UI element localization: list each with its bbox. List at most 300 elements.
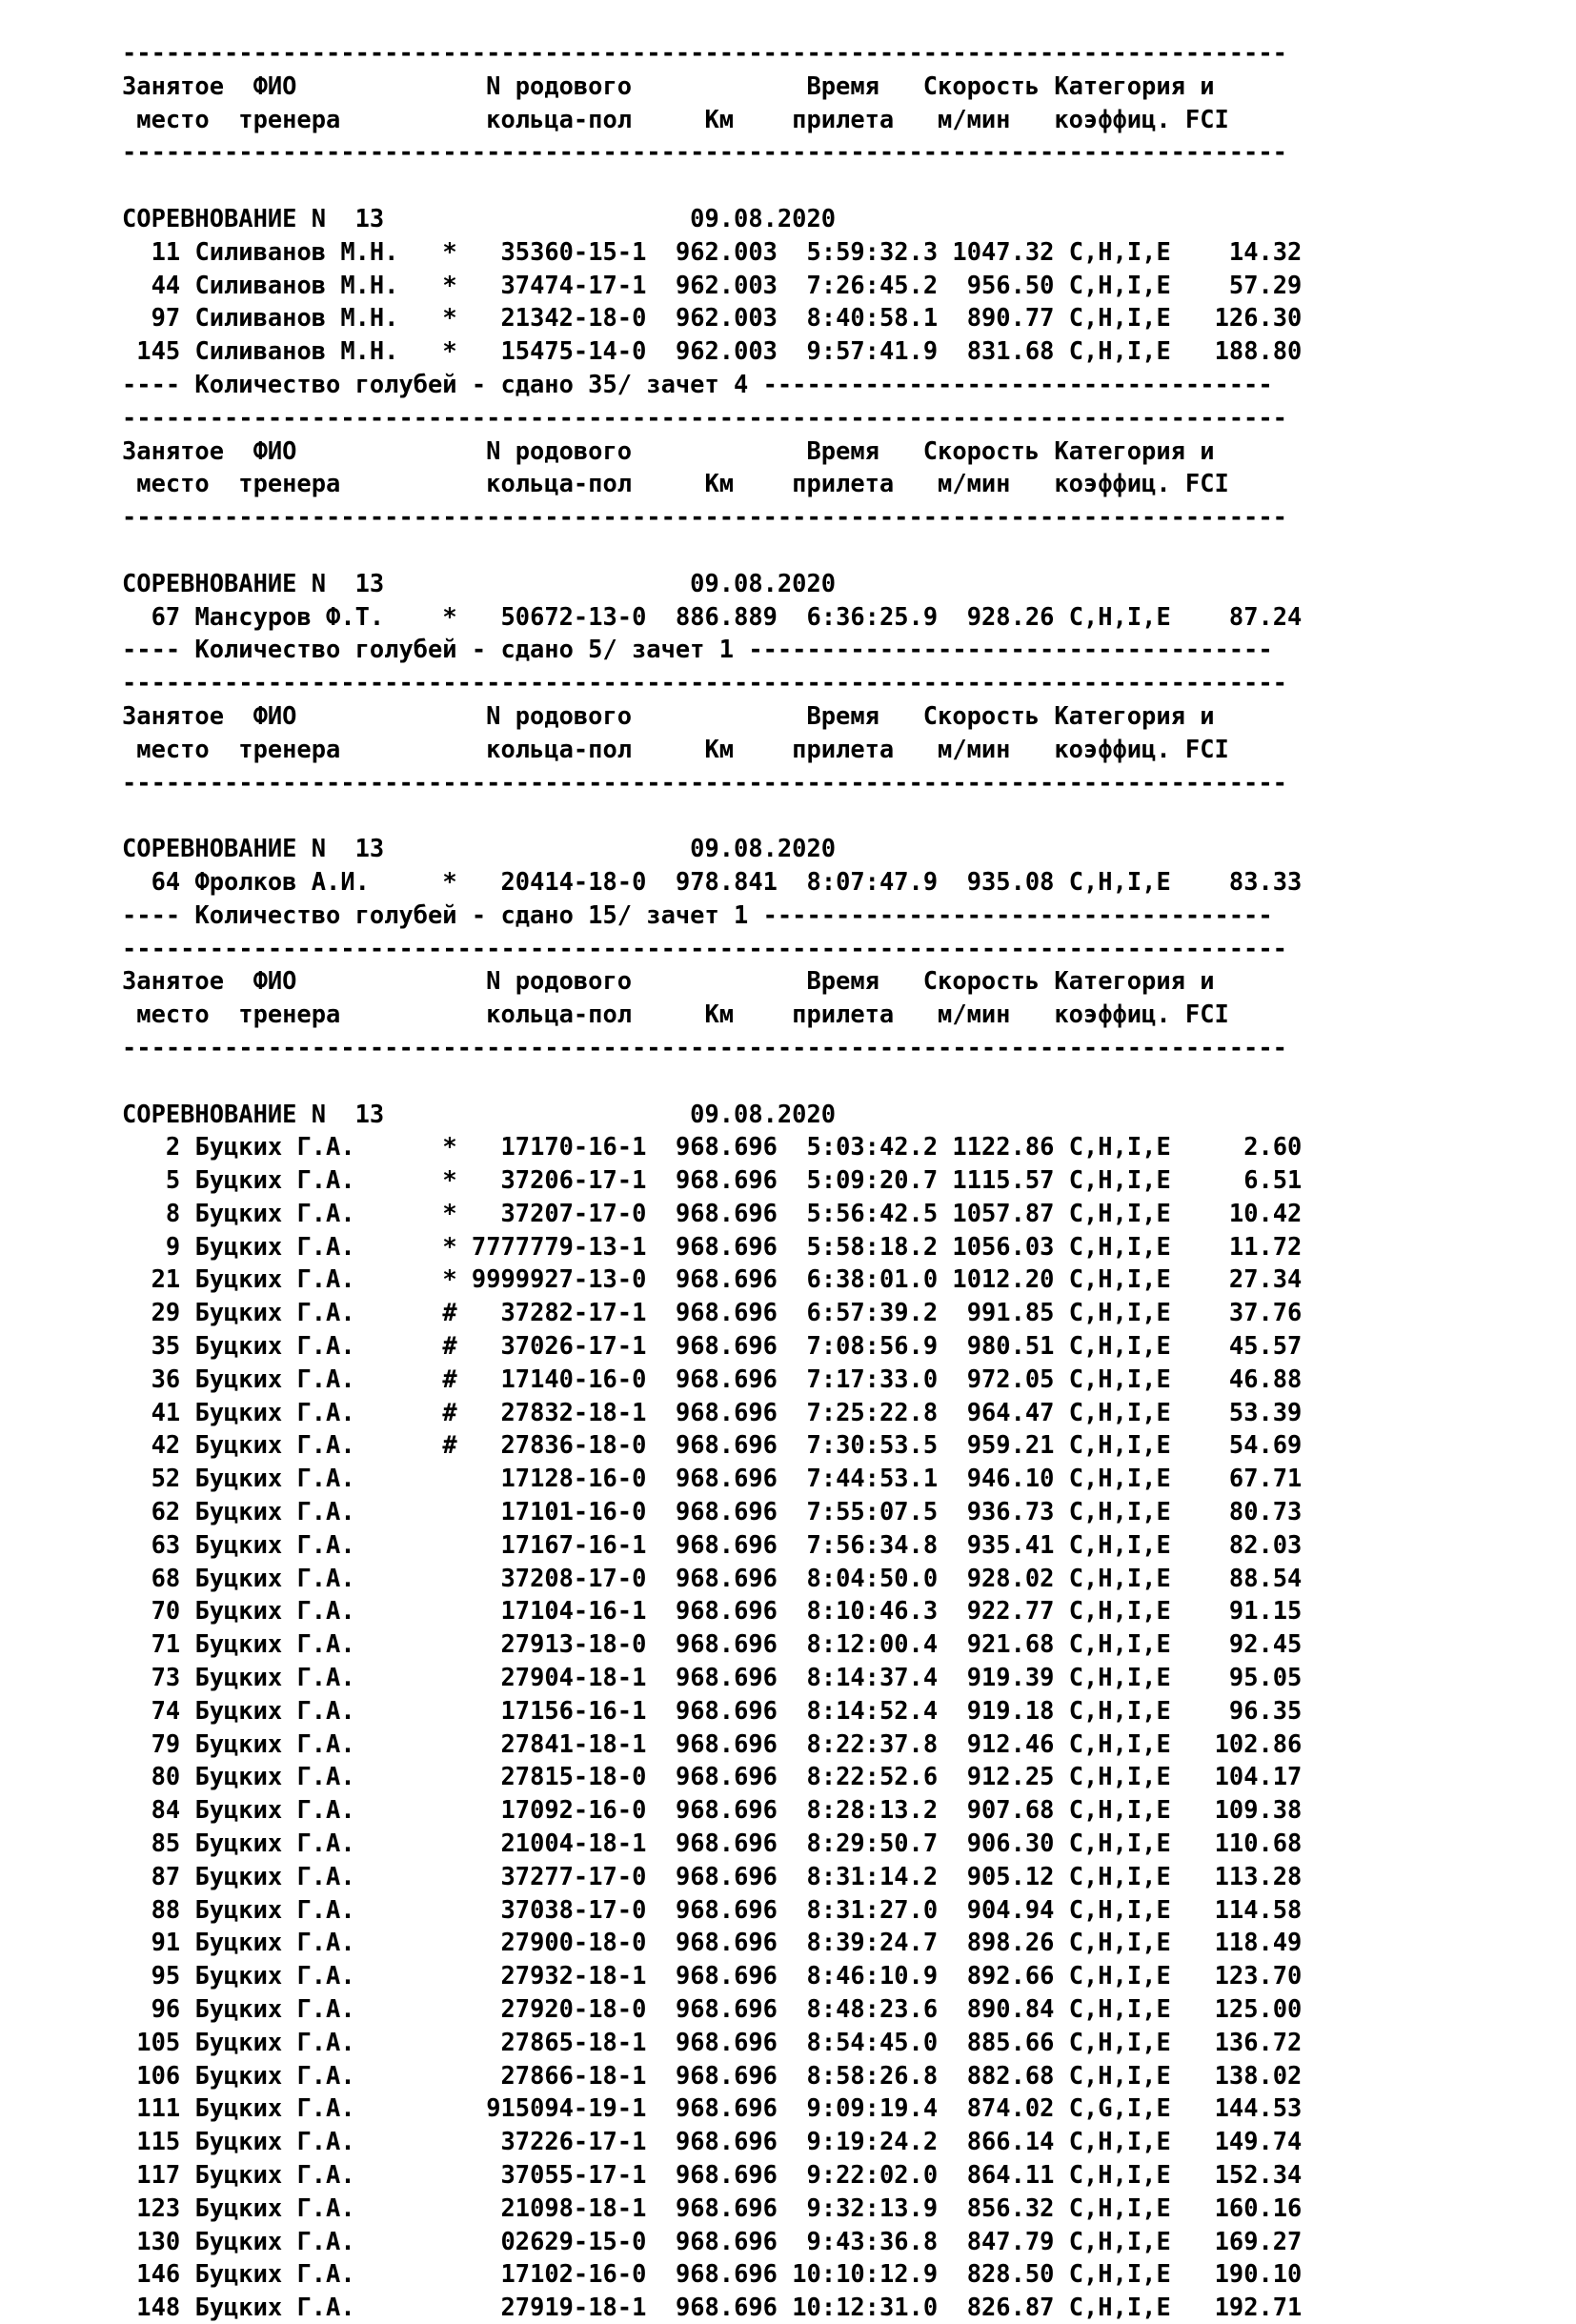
place-cell: 148 <box>122 2293 181 2322</box>
place-cell: 96 <box>122 1994 181 2024</box>
distance-cell: 968.696 <box>675 1728 778 1758</box>
distance-cell: 968.696 <box>675 2027 778 2056</box>
speed-cell: 946.10 <box>952 1464 1055 1493</box>
ring-cell: 27815-18-0 <box>471 1762 647 1791</box>
trainer-name-cell: Силиванов М.Н. <box>194 270 399 299</box>
speed-cell: 890.84 <box>952 1994 1055 2024</box>
category-cell: C,H,I,E <box>1068 336 1171 366</box>
table-row <box>122 1263 1551 1296</box>
ring-cell: 27865-18-1 <box>471 2027 647 2056</box>
speed-cell: 936.73 <box>952 1497 1055 1526</box>
speed-cell: 912.25 <box>952 1762 1055 1791</box>
speed-cell: 907.68 <box>952 1795 1055 1825</box>
trainer-name-cell: Буцких Г.А. <box>194 1464 399 1493</box>
table-row <box>122 1197 1551 1230</box>
trainer-name-cell: Мансуров Ф.Т. <box>194 601 399 631</box>
fci-cell: 104.17 <box>1185 1762 1303 1791</box>
place-cell: 5 <box>122 1165 181 1195</box>
mark-cell <box>442 1629 456 1658</box>
arrival-time-cell: 10:10:12.9 <box>792 2259 939 2289</box>
place-cell: 117 <box>122 2160 181 2189</box>
place-cell: 106 <box>122 2060 181 2090</box>
ring-cell: 27836-18-0 <box>471 1430 647 1460</box>
trainer-name-cell: Буцких Г.А. <box>194 1728 399 1758</box>
speed-cell: 972.05 <box>952 1364 1055 1393</box>
mark-cell <box>442 1961 456 1990</box>
mark-cell <box>442 1663 456 1691</box>
place-cell: 44 <box>122 270 181 299</box>
table-row <box>122 1860 1551 1893</box>
speed-cell: 882.68 <box>952 2060 1055 2090</box>
distance-cell: 978.841 <box>675 866 778 896</box>
ring-cell: 37282-17-1 <box>471 1298 647 1327</box>
mark-cell: * <box>442 1231 457 1261</box>
ring-cell: 02629-15-0 <box>471 2226 647 2255</box>
mark-cell <box>442 1829 456 1857</box>
ring-cell: 21342-18-0 <box>471 303 647 333</box>
arrival-time-cell: 5:59:32.3 <box>792 236 939 266</box>
speed-cell: 831.68 <box>952 336 1055 366</box>
ring-cell: 37026-17-1 <box>471 1331 647 1361</box>
place-cell: 67 <box>122 601 181 631</box>
mark-cell <box>442 2293 456 2321</box>
category-cell: C,H,I,E <box>1068 2060 1171 2090</box>
category-cell: C,H,I,E <box>1068 2259 1171 2289</box>
arrival-time-cell: 8:31:27.0 <box>792 1894 939 1924</box>
trainer-name-cell: Буцких Г.А. <box>194 2226 399 2255</box>
distance-cell: 968.696 <box>675 1264 778 1294</box>
distance-cell: 968.696 <box>675 2293 778 2322</box>
speed-cell: 1012.20 <box>952 1264 1055 1294</box>
ring-cell: 21004-18-1 <box>471 1829 647 1858</box>
table-row <box>122 1827 1551 1860</box>
distance-cell: 968.696 <box>675 1231 778 1261</box>
arrival-time-cell: 9:22:02.0 <box>792 2160 939 2189</box>
distance-cell: 968.696 <box>675 1629 778 1659</box>
fci-cell: 149.74 <box>1185 2127 1303 2156</box>
arrival-time-cell: 8:04:50.0 <box>792 1563 939 1592</box>
distance-cell: 968.696 <box>675 1829 778 1858</box>
speed-cell: 912.46 <box>952 1728 1055 1758</box>
ring-cell: 37206-17-1 <box>471 1165 647 1195</box>
mark-cell <box>442 1696 456 1725</box>
speed-cell: 935.41 <box>952 1529 1055 1559</box>
category-cell: C,H,I,E <box>1068 1663 1171 1692</box>
trainer-name-cell: Буцких Г.А. <box>194 1762 399 1791</box>
arrival-time-cell: 7:30:53.5 <box>792 1430 939 1460</box>
category-cell: C,H,I,E <box>1068 1928 1171 1957</box>
fci-cell: 169.27 <box>1185 2226 1303 2255</box>
ring-cell: 50672-13-0 <box>471 601 647 631</box>
arrival-time-cell: 8:14:52.4 <box>792 1695 939 1725</box>
speed-cell: 866.14 <box>952 2127 1055 2156</box>
arrival-time-cell: 8:07:47.9 <box>792 866 939 896</box>
mark-cell <box>442 1596 456 1625</box>
arrival-time-cell: 6:38:01.0 <box>792 1264 939 1294</box>
place-cell: 74 <box>122 1695 181 1725</box>
category-cell: C,H,I,E <box>1068 1762 1171 1791</box>
trainer-name-cell: Буцких Г.А. <box>194 1497 399 1526</box>
fci-cell: 80.73 <box>1185 1497 1303 1526</box>
place-cell: 70 <box>122 1596 181 1626</box>
category-cell: C,H,I,E <box>1068 1961 1171 1991</box>
distance-cell: 968.696 <box>675 1795 778 1825</box>
table-row <box>122 1396 1551 1429</box>
speed-cell: 991.85 <box>952 1298 1055 1327</box>
distance-cell: 968.696 <box>675 1861 778 1890</box>
table-row <box>122 1661 1551 1694</box>
speed-cell: 847.79 <box>952 2226 1055 2255</box>
table-row <box>122 1594 1551 1627</box>
arrival-time-cell: 7:55:07.5 <box>792 1497 939 1526</box>
distance-cell: 962.003 <box>675 303 778 333</box>
category-cell: C,H,I,E <box>1068 866 1171 896</box>
speed-cell: 904.94 <box>952 1894 1055 1924</box>
fci-cell: 82.03 <box>1185 1529 1303 1559</box>
arrival-time-cell: 9:57:41.9 <box>792 336 939 366</box>
fci-cell: 118.49 <box>1185 1928 1303 1957</box>
arrival-time-cell: 8:31:14.2 <box>792 1861 939 1890</box>
speed-cell: 874.02 <box>952 2093 1055 2123</box>
arrival-time-cell: 9:32:13.9 <box>792 2193 939 2222</box>
ring-cell: 9999927-13-0 <box>471 1264 647 1294</box>
category-cell: C,H,I,E <box>1068 2160 1171 2189</box>
mark-cell: # <box>442 1298 457 1327</box>
distance-cell: 968.696 <box>675 1596 778 1626</box>
place-cell: 145 <box>122 336 181 366</box>
table-row <box>122 2059 1551 2092</box>
speed-cell: 1122.86 <box>952 1132 1055 1162</box>
ring-cell: 27904-18-1 <box>471 1663 647 1692</box>
trainer-name-cell: Силиванов М.Н. <box>194 236 399 266</box>
speed-cell: 921.68 <box>952 1629 1055 1659</box>
place-cell: 111 <box>122 2093 181 2123</box>
ring-cell: 27832-18-1 <box>471 1397 647 1426</box>
ring-cell: 37055-17-1 <box>471 2160 647 2189</box>
table-row <box>122 2257 1551 2291</box>
fci-cell: 37.76 <box>1185 1298 1303 1327</box>
mark-cell <box>442 2061 456 2090</box>
fci-cell: 6.51 <box>1185 1165 1303 1195</box>
competition-line: СОРЕВНОВАНИЕ N 13 09.08.2020 <box>122 203 837 232</box>
trainer-name-cell: Буцких Г.А. <box>194 2027 399 2056</box>
distance-cell: 968.696 <box>675 1928 778 1957</box>
trainer-name-cell: Буцких Г.А. <box>194 2127 399 2156</box>
table-row <box>122 2092 1551 2125</box>
category-cell: C,H,I,E <box>1068 1994 1171 2024</box>
mark-cell <box>442 1530 456 1559</box>
ring-cell: 17170-16-1 <box>471 1132 647 1162</box>
table-row <box>122 1562 1551 1595</box>
fci-cell: 14.32 <box>1185 236 1303 266</box>
fci-cell: 67.71 <box>1185 1464 1303 1493</box>
place-cell: 80 <box>122 1762 181 1791</box>
header-rule: -------------------------------------------------------------------------------- <box>122 1032 1287 1061</box>
fci-cell: 95.05 <box>1185 1663 1303 1692</box>
trainer-name-cell: Буцких Г.А. <box>194 1928 399 1957</box>
mark-cell: * <box>442 1264 457 1294</box>
distance-cell: 886.889 <box>675 601 778 631</box>
trainer-name-cell: Буцких Г.А. <box>194 1829 399 1858</box>
fci-cell: 109.38 <box>1185 1795 1303 1825</box>
category-cell: C,H,I,E <box>1068 1464 1171 1493</box>
category-cell: C,H,I,E <box>1068 2226 1171 2255</box>
distance-cell: 968.696 <box>675 1464 778 1493</box>
trainer-name-cell: Буцких Г.А. <box>194 1596 399 1626</box>
table-row <box>122 1528 1551 1562</box>
category-cell: C,H,I,E <box>1068 601 1171 631</box>
arrival-time-cell: 8:54:45.0 <box>792 2027 939 2056</box>
trainer-name-cell: Буцких Г.А. <box>194 1563 399 1592</box>
ring-cell: 37277-17-0 <box>471 1861 647 1890</box>
fci-cell: 91.15 <box>1185 1596 1303 1626</box>
table-row <box>122 1992 1551 2026</box>
speed-cell: 928.02 <box>952 1563 1055 1592</box>
distance-cell: 968.696 <box>675 1331 778 1361</box>
table-row <box>122 1130 1551 1163</box>
fci-cell: 92.45 <box>1185 1629 1303 1659</box>
ring-cell: 35360-15-1 <box>471 236 647 266</box>
table-row <box>122 1230 1551 1263</box>
speed-cell: 919.39 <box>952 1663 1055 1692</box>
ring-cell: 37038-17-0 <box>471 1894 647 1924</box>
arrival-time-cell: 8:48:23.6 <box>792 1994 939 2024</box>
trainer-name-cell: Буцких Г.А. <box>194 1994 399 2024</box>
trainer-name-cell: Буцких Г.А. <box>194 1165 399 1195</box>
ring-cell: 27900-18-0 <box>471 1928 647 1957</box>
table-row <box>122 1793 1551 1827</box>
mark-cell <box>442 1497 456 1526</box>
category-cell: C,H,I,E <box>1068 236 1171 266</box>
results-report <box>122 36 1551 2324</box>
arrival-time-cell: 9:09:19.4 <box>792 2093 939 2123</box>
arrival-time-cell: 8:28:13.2 <box>792 1795 939 1825</box>
header-line-1: Занятое ФИО N родового Время Скорость Категория и <box>122 435 1215 465</box>
competition-line: СОРЕВНОВАНИЕ N 13 09.08.2020 <box>122 1099 837 1128</box>
ring-cell: 27913-18-0 <box>471 1629 647 1659</box>
place-cell: 91 <box>122 1928 181 1957</box>
trainer-name-cell: Буцких Г.А. <box>194 1331 399 1361</box>
speed-cell: 928.26 <box>952 601 1055 631</box>
trainer-name-cell: Фролков А.И. <box>194 866 399 896</box>
speed-cell: 828.50 <box>952 2259 1055 2289</box>
speed-cell: 1056.03 <box>952 1231 1055 1261</box>
fci-cell: 53.39 <box>1185 1397 1303 1426</box>
mark-cell <box>442 2093 456 2122</box>
distance-cell: 968.696 <box>675 1961 778 1991</box>
place-cell: 73 <box>122 1663 181 1692</box>
table-row <box>122 1926 1551 1959</box>
distance-cell: 968.696 <box>675 1397 778 1426</box>
fci-cell: 138.02 <box>1185 2060 1303 2090</box>
distance-cell: 968.696 <box>675 1364 778 1393</box>
arrival-time-cell: 5:56:42.5 <box>792 1198 939 1227</box>
mark-cell: # <box>442 1331 457 1361</box>
arrival-time-cell: 6:36:25.9 <box>792 601 939 631</box>
header-rule: -------------------------------------------------------------------------------- <box>122 767 1287 797</box>
place-cell: 11 <box>122 236 181 266</box>
place-cell: 63 <box>122 1529 181 1559</box>
arrival-time-cell: 7:56:34.8 <box>792 1529 939 1559</box>
mark-cell <box>442 2028 456 2056</box>
fci-cell: 110.68 <box>1185 1829 1303 1858</box>
table-row <box>122 235 1551 269</box>
header-line-1: Занятое ФИО N родового Время Скорость Категория и <box>122 700 1215 730</box>
ring-cell: 21098-18-1 <box>471 2193 647 2222</box>
place-cell: 52 <box>122 1464 181 1493</box>
table-row <box>122 1694 1551 1728</box>
speed-cell: 959.21 <box>952 1430 1055 1460</box>
ring-cell: 17092-16-0 <box>471 1795 647 1825</box>
trainer-name-cell: Буцких Г.А. <box>194 2093 399 2123</box>
fci-cell: 136.72 <box>1185 2027 1303 2056</box>
table-row <box>122 301 1551 334</box>
ring-cell: 27932-18-1 <box>471 1961 647 1991</box>
category-cell: C,H,I,E <box>1068 1728 1171 1758</box>
table-row <box>122 1627 1551 1661</box>
speed-cell: 964.47 <box>952 1397 1055 1426</box>
trainer-name-cell: Буцких Г.А. <box>194 1198 399 1227</box>
mark-cell: * <box>442 236 457 266</box>
arrival-time-cell: 7:26:45.2 <box>792 270 939 299</box>
category-cell: C,H,I,E <box>1068 1596 1171 1626</box>
place-cell: 87 <box>122 1861 181 1890</box>
mark-cell <box>442 1464 456 1492</box>
trainer-name-cell: Буцких Г.А. <box>194 1264 399 1294</box>
distance-cell: 968.696 <box>675 1165 778 1195</box>
distance-cell: 968.696 <box>675 1994 778 2024</box>
distance-cell: 968.696 <box>675 2193 778 2222</box>
mark-cell <box>442 1762 456 1790</box>
fci-cell: 45.57 <box>1185 1331 1303 1361</box>
fci-cell: 27.34 <box>1185 1264 1303 1294</box>
arrival-time-cell: 8:29:50.7 <box>792 1829 939 1858</box>
header-rule: -------------------------------------------------------------------------------- <box>122 668 1287 697</box>
arrival-time-cell: 8:22:37.8 <box>792 1728 939 1758</box>
mark-cell: * <box>442 1132 457 1162</box>
arrival-time-cell: 8:22:52.6 <box>792 1762 939 1791</box>
category-cell: C,H,I,E <box>1068 303 1171 333</box>
ring-cell: 17140-16-0 <box>471 1364 647 1393</box>
speed-cell: 885.66 <box>952 2027 1055 2056</box>
arrival-time-cell: 7:25:22.8 <box>792 1397 939 1426</box>
place-cell: 88 <box>122 1894 181 1924</box>
mark-cell: * <box>442 303 457 333</box>
trainer-name-cell: Буцких Г.А. <box>194 1695 399 1725</box>
speed-cell: 906.30 <box>952 1829 1055 1858</box>
trainer-name-cell: Буцких Г.А. <box>194 1364 399 1393</box>
trainer-name-cell: Буцких Г.А. <box>194 1663 399 1692</box>
trainer-name-cell: Буцких Г.А. <box>194 2259 399 2289</box>
table-row <box>122 1495 1551 1528</box>
place-cell: 21 <box>122 1264 181 1294</box>
place-cell: 8 <box>122 1198 181 1227</box>
table-row <box>122 2291 1551 2324</box>
table-row <box>122 1163 1551 1197</box>
category-cell: C,H,I,E <box>1068 1529 1171 1559</box>
place-cell: 68 <box>122 1563 181 1592</box>
header-rule: -------------------------------------------------------------------------------- <box>122 137 1287 167</box>
header-line-1: Занятое ФИО N родового Время Скорость Категория и <box>122 966 1215 996</box>
trainer-name-cell: Буцких Г.А. <box>194 2060 399 2090</box>
arrival-time-cell: 8:10:46.3 <box>792 1596 939 1626</box>
header-line-2: место тренера кольца-пол Км прилета м/мин коэффиц. FCI <box>122 104 1229 133</box>
category-cell: C,H,I,E <box>1068 1795 1171 1825</box>
distance-cell: 962.003 <box>675 270 778 299</box>
table-row <box>122 1296 1551 1329</box>
mark-cell <box>442 2193 456 2222</box>
mark-cell <box>442 2227 456 2255</box>
distance-cell: 962.003 <box>675 236 778 266</box>
ring-cell: 17101-16-0 <box>471 1497 647 1526</box>
table-row <box>122 2192 1551 2225</box>
header-rule: -------------------------------------------------------------------------------- <box>122 38 1287 67</box>
fci-cell: 125.00 <box>1185 1994 1303 2024</box>
table-row <box>122 334 1551 368</box>
category-cell: C,G,I,E <box>1068 2093 1171 2123</box>
distance-cell: 968.696 <box>675 1198 778 1227</box>
mark-cell: # <box>442 1364 457 1393</box>
trainer-name-cell: Буцких Г.А. <box>194 2160 399 2189</box>
place-cell: 2 <box>122 1132 181 1162</box>
arrival-time-cell: 8:12:00.4 <box>792 1629 939 1659</box>
mark-cell: * <box>442 601 457 631</box>
speed-cell: 864.11 <box>952 2160 1055 2189</box>
fci-cell: 188.80 <box>1185 336 1303 366</box>
blank-line <box>122 169 1551 202</box>
table-row <box>122 1893 1551 1927</box>
ring-cell: 15475-14-0 <box>471 336 647 366</box>
table-row <box>122 1428 1551 1462</box>
place-cell: 79 <box>122 1728 181 1758</box>
place-cell: 9 <box>122 1231 181 1261</box>
category-cell: C,H,I,E <box>1068 1165 1171 1195</box>
trainer-name-cell: Буцких Г.А. <box>194 1529 399 1559</box>
place-cell: 95 <box>122 1961 181 1991</box>
speed-cell: 1047.32 <box>952 236 1055 266</box>
fci-cell: 102.86 <box>1185 1728 1303 1758</box>
arrival-time-cell: 6:57:39.2 <box>792 1298 939 1327</box>
mark-cell <box>442 1994 456 2023</box>
arrival-time-cell: 8:39:24.7 <box>792 1928 939 1957</box>
place-cell: 62 <box>122 1497 181 1526</box>
section-summary: ---- Количество голубей - сдано 15/ зачет 1 ----------------------------------- <box>122 899 1273 929</box>
mark-cell: * <box>442 1198 457 1227</box>
fci-cell: 126.30 <box>1185 303 1303 333</box>
header-line-2: место тренера кольца-пол Км прилета м/мин коэффиц. FCI <box>122 1000 1229 1029</box>
header-rule: -------------------------------------------------------------------------------- <box>122 402 1287 432</box>
ring-cell: 17156-16-1 <box>471 1695 647 1725</box>
arrival-time-cell: 5:03:42.2 <box>792 1132 939 1162</box>
mark-cell <box>442 2160 456 2189</box>
arrival-time-cell: 7:08:56.9 <box>792 1331 939 1361</box>
speed-cell: 892.66 <box>952 1961 1055 1991</box>
ring-cell: 27920-18-0 <box>471 1994 647 2024</box>
speed-cell: 898.26 <box>952 1928 1055 1957</box>
fci-cell: 10.42 <box>1185 1198 1303 1227</box>
mark-cell: * <box>442 1165 457 1195</box>
trainer-name-cell: Буцких Г.А. <box>194 1961 399 1991</box>
category-cell: C,H,I,E <box>1068 1132 1171 1162</box>
category-cell: C,H,I,E <box>1068 270 1171 299</box>
header-line-1: Занятое ФИО N родового Время Скорость Категория и <box>122 71 1215 100</box>
ring-cell: 37208-17-0 <box>471 1563 647 1592</box>
speed-cell: 856.32 <box>952 2193 1055 2222</box>
speed-cell: 1115.57 <box>952 1165 1055 1195</box>
ring-cell: 17102-16-0 <box>471 2259 647 2289</box>
mark-cell <box>442 1729 456 1758</box>
place-cell: 41 <box>122 1397 181 1426</box>
